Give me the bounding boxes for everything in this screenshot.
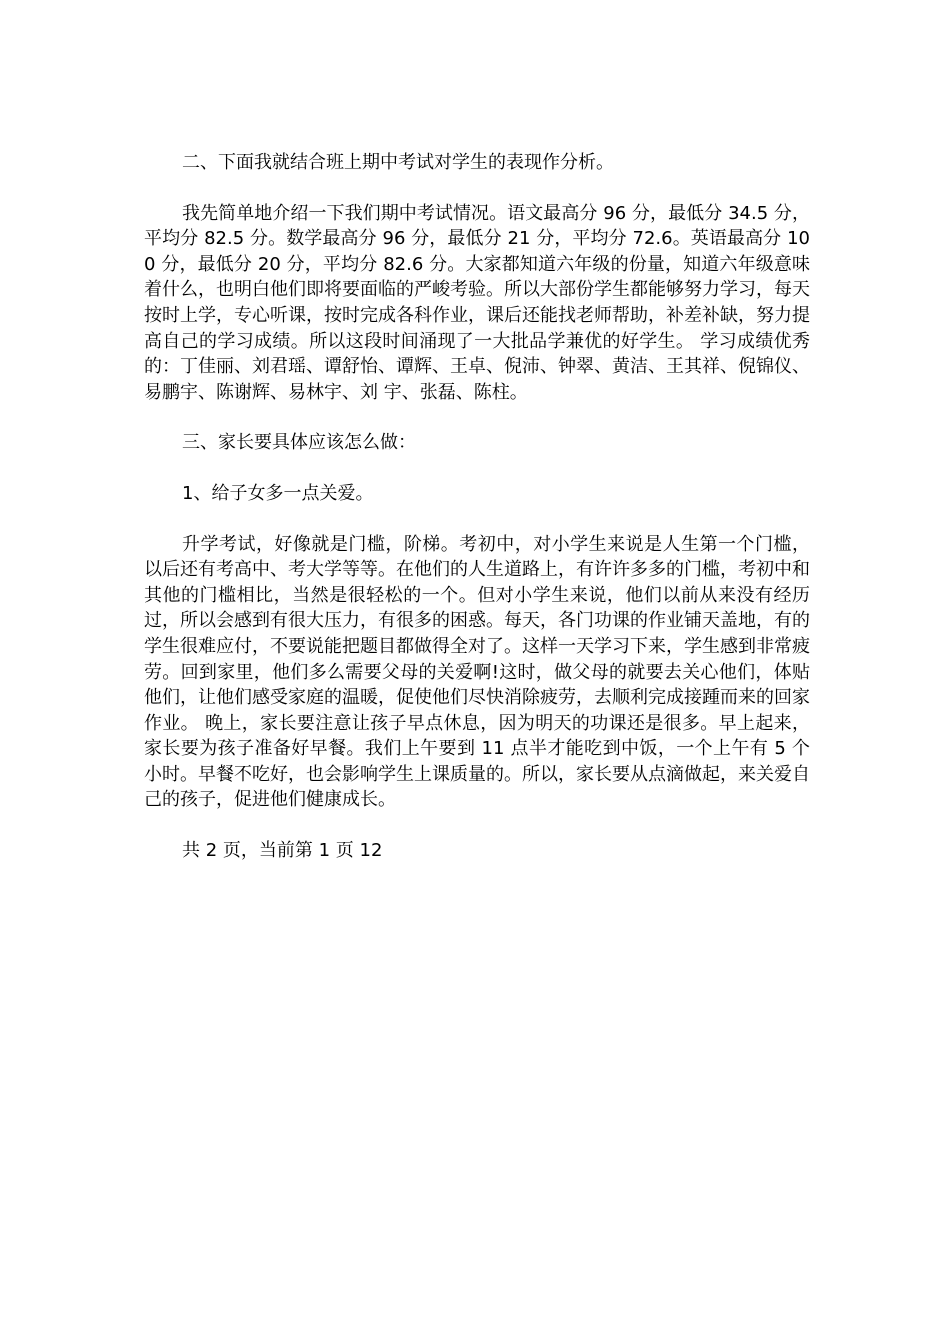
section-two-heading: 二、下面我就结合班上期中考试对学生的表现作分析。: [182, 152, 614, 173]
page-indicator: 共 2 页，当前第 1 页 12: [182, 840, 383, 862]
section-three-heading: 三、家长要具体应该怎么做：: [182, 432, 416, 454]
paragraph-gap: [144, 813, 810, 838]
care-paragraph: 升学考试，好像就是门槛，阶梯。考初中，对小学生来说是人生第一个门槛，以后还有考高中、考大学等等。在他们的人生道路上，有许许多多的门槛，考初中和其他的门槛相比，当然是很轻松的一个。但对小学生来说，他们以前从来没有经历过，所以会感到有很大压力，有很多的困惑。每天，各门功课的作业铺天盖地，有的学生很难应付，不要说能把题目都做得全对了。这样一天学习下来，学生感到非常疲劳。回到家里，他们多么需要父母的关爱啊!这时，做父母的就要去关心他们，体贴他们，让他们感受家庭的温暖，促使他们尽快消除疲劳，去顺利完成接踵而来的回家作业。 晚上，家长要注意让孩子早点休息，因为明天的功课还是很多。早上起来，家长要为孩子准备好早餐。我们上午要到 11 点半才能吃到中饭，一个上午有 5 个小时。早餐不吃好，也会影响学生上课质量的。所以，家长要从点滴做起，来关爱自己的孩子，促进他们健康成长。: [144, 533, 810, 811]
document-page: [144, 150, 810, 864]
paragraph-gap: [144, 507, 810, 532]
paragraph-gap: [144, 405, 810, 430]
subheading-care: 1、给子女多一点关爱。: [182, 482, 374, 504]
paragraph-gap: [144, 176, 810, 201]
exam-summary-paragraph: 我先简单地介绍一下我们期中考试情况。语文最高分 96 分，最低分 34.5 分，平均分 82.5 分。数学最高分 96 分，最低分 21 分，平均分 72.6。英语最高分 100 分，最低分 20 分，平均分 82.6 分。大家都知道六年级的份量，知道六年级意味着什么，也明白他们即将要面临的严峻考验。所以大部份学生都能够努力学习，每天按时上学，专心听课，按时完成各科作业，课后还能找老师帮助，补差补缺，努力提高自己的学习成绩。所以这段时间涌现了一大批品学兼优的好学生。 学习成绩优秀的：丁佳丽、刘君瑶、谭舒怡、谭辉、王卓、倪沛、钟翠、黄洁、王其祥、倪锦仪、易鹏宇、陈谢辉、易林宇、刘 宇、张磊、陈柱。: [144, 202, 810, 403]
paragraph-gap: [144, 456, 810, 481]
